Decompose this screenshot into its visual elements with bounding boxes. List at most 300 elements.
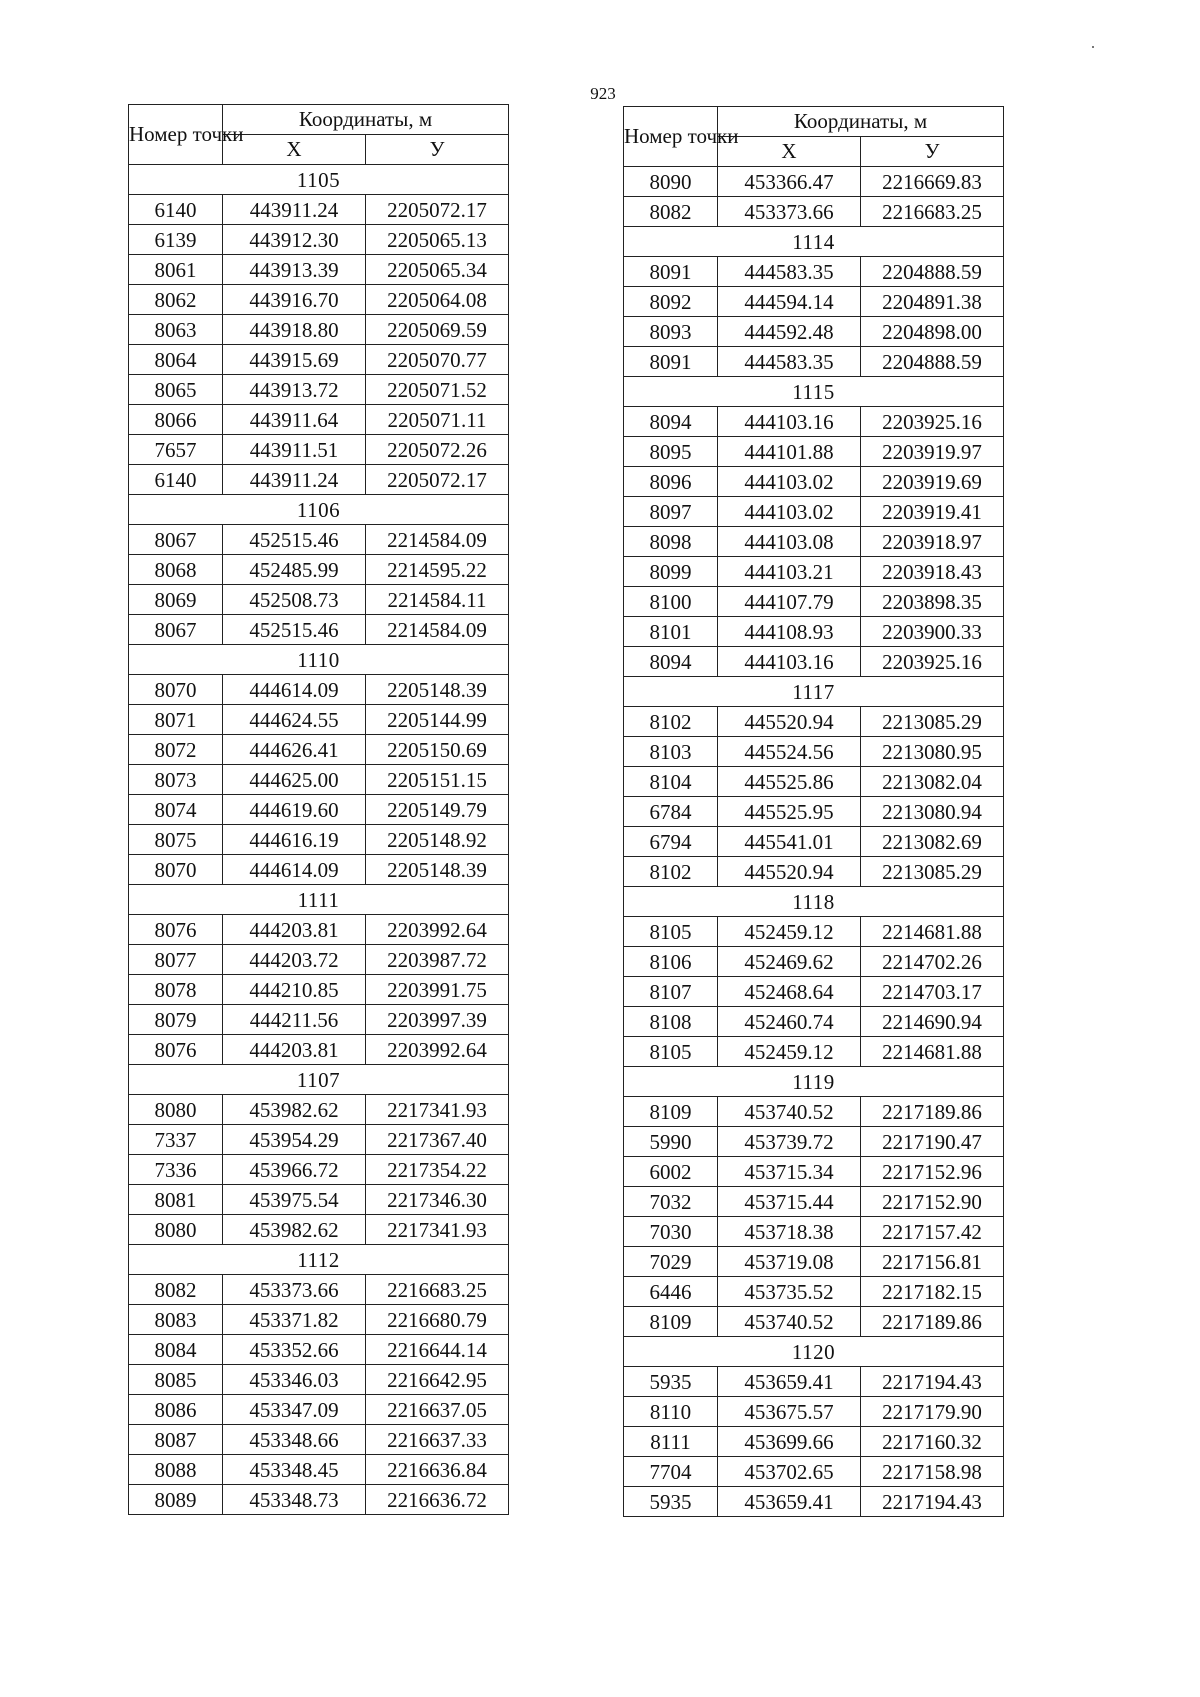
coordinates-header: Координаты, м xyxy=(223,105,509,135)
table-row xyxy=(624,167,1004,197)
section-number: 1110 xyxy=(129,645,509,675)
x-coordinate-cell: 453347.09 xyxy=(223,1395,366,1425)
x-coordinate-cell: 443916.70 xyxy=(223,285,366,315)
point-number-cell: 8109 xyxy=(624,1097,718,1127)
x-coordinate-cell: 453348.66 xyxy=(223,1425,366,1455)
x-coordinate-cell: 453954.29 xyxy=(223,1125,366,1155)
y-coordinate-cell: 2217190.47 xyxy=(861,1127,1004,1157)
section-row xyxy=(624,227,1004,257)
table-row xyxy=(624,407,1004,437)
y-coordinate-cell: 2203992.64 xyxy=(366,915,509,945)
section-number: 1106 xyxy=(129,495,509,525)
coordinates-table-left xyxy=(128,104,509,1515)
y-coordinate-cell: 2216644.14 xyxy=(366,1335,509,1365)
point-number-cell: 8081 xyxy=(129,1185,223,1215)
point-number-cell: 7029 xyxy=(624,1247,718,1277)
x-coordinate-cell: 444101.88 xyxy=(718,437,861,467)
y-column-header: У xyxy=(366,135,509,165)
section-number: 1111 xyxy=(129,885,509,915)
point-number-cell: 7657 xyxy=(129,435,223,465)
table-row xyxy=(624,1397,1004,1427)
point-number-cell: 6139 xyxy=(129,225,223,255)
y-coordinate-cell: 2213085.29 xyxy=(861,707,1004,737)
y-coordinate-cell: 2216636.84 xyxy=(366,1455,509,1485)
x-coordinate-cell: 445520.94 xyxy=(718,707,861,737)
y-coordinate-cell: 2205069.59 xyxy=(366,315,509,345)
point-number-cell: 8102 xyxy=(624,707,718,737)
y-column-header: У xyxy=(861,137,1004,167)
x-coordinate-cell: 444103.08 xyxy=(718,527,861,557)
x-coordinate-cell: 453715.34 xyxy=(718,1157,861,1187)
table-row xyxy=(129,1335,509,1365)
x-coordinate-cell: 453982.62 xyxy=(223,1095,366,1125)
point-number-cell: 8093 xyxy=(624,317,718,347)
x-column-header: X xyxy=(223,135,366,165)
y-coordinate-cell: 2205071.11 xyxy=(366,405,509,435)
table-row xyxy=(129,195,509,225)
x-coordinate-cell: 444614.09 xyxy=(223,675,366,705)
x-coordinate-cell: 444203.72 xyxy=(223,945,366,975)
point-number-cell: 8082 xyxy=(129,1275,223,1305)
x-coordinate-cell: 452459.12 xyxy=(718,917,861,947)
y-coordinate-cell: 2216683.25 xyxy=(366,1275,509,1305)
table-row xyxy=(129,945,509,975)
point-number-cell: 8080 xyxy=(129,1215,223,1245)
x-coordinate-cell: 443911.24 xyxy=(223,465,366,495)
table-row xyxy=(624,647,1004,677)
point-number-cell: 8091 xyxy=(624,347,718,377)
y-coordinate-cell: 2217152.90 xyxy=(861,1187,1004,1217)
table-row xyxy=(624,1427,1004,1457)
table-row xyxy=(624,1457,1004,1487)
table-row xyxy=(129,435,509,465)
x-coordinate-cell: 444626.41 xyxy=(223,735,366,765)
section-row xyxy=(624,1067,1004,1097)
x-coordinate-cell: 443915.69 xyxy=(223,345,366,375)
x-coordinate-cell: 453346.03 xyxy=(223,1365,366,1395)
x-coordinate-cell: 453739.72 xyxy=(718,1127,861,1157)
scan-speck xyxy=(1092,46,1094,48)
table-row xyxy=(129,1305,509,1335)
point-number-cell: 7337 xyxy=(129,1125,223,1155)
point-number-cell: 6784 xyxy=(624,797,718,827)
table-body xyxy=(129,165,509,1515)
point-number-cell: 8094 xyxy=(624,647,718,677)
y-coordinate-cell: 2205150.69 xyxy=(366,735,509,765)
y-coordinate-cell: 2205151.15 xyxy=(366,765,509,795)
table-row xyxy=(624,1277,1004,1307)
x-coordinate-cell: 453740.52 xyxy=(718,1097,861,1127)
table-row xyxy=(129,855,509,885)
point-number-cell: 8092 xyxy=(624,287,718,317)
point-number-cell: 8068 xyxy=(129,555,223,585)
point-number-cell: 7336 xyxy=(129,1155,223,1185)
table-row xyxy=(129,1155,509,1185)
x-coordinate-cell: 453373.66 xyxy=(223,1275,366,1305)
y-coordinate-cell: 2216680.79 xyxy=(366,1305,509,1335)
table-row xyxy=(624,1157,1004,1187)
point-number-cell: 8071 xyxy=(129,705,223,735)
y-coordinate-cell: 2217152.96 xyxy=(861,1157,1004,1187)
y-coordinate-cell: 2214703.17 xyxy=(861,977,1004,1007)
y-coordinate-cell: 2203900.33 xyxy=(861,617,1004,647)
x-coordinate-cell: 444103.16 xyxy=(718,407,861,437)
y-coordinate-cell: 2205148.39 xyxy=(366,855,509,885)
y-coordinate-cell: 2217354.22 xyxy=(366,1155,509,1185)
table-row xyxy=(129,375,509,405)
y-coordinate-cell: 2205144.99 xyxy=(366,705,509,735)
table-row xyxy=(129,915,509,945)
x-coordinate-cell: 444594.14 xyxy=(718,287,861,317)
point-number-cell: 8106 xyxy=(624,947,718,977)
section-row xyxy=(129,495,509,525)
x-coordinate-cell: 445541.01 xyxy=(718,827,861,857)
table-row xyxy=(624,977,1004,1007)
x-coordinate-cell: 445524.56 xyxy=(718,737,861,767)
point-number-cell: 6140 xyxy=(129,195,223,225)
x-coordinate-cell: 444103.16 xyxy=(718,647,861,677)
y-coordinate-cell: 2217156.81 xyxy=(861,1247,1004,1277)
y-coordinate-cell: 2213082.04 xyxy=(861,767,1004,797)
table-row xyxy=(624,1037,1004,1067)
x-coordinate-cell: 444616.19 xyxy=(223,825,366,855)
table-row xyxy=(129,225,509,255)
table-row xyxy=(624,287,1004,317)
section-row xyxy=(624,677,1004,707)
x-coordinate-cell: 444624.55 xyxy=(223,705,366,735)
table-row xyxy=(624,797,1004,827)
y-coordinate-cell: 2217194.43 xyxy=(861,1367,1004,1397)
point-number-cell: 8062 xyxy=(129,285,223,315)
x-coordinate-cell: 452469.62 xyxy=(718,947,861,977)
y-coordinate-cell: 2213082.69 xyxy=(861,827,1004,857)
point-number-cell: 5990 xyxy=(624,1127,718,1157)
table-row xyxy=(129,255,509,285)
table-row xyxy=(129,1455,509,1485)
y-coordinate-cell: 2204888.59 xyxy=(861,347,1004,377)
x-coordinate-cell: 443913.72 xyxy=(223,375,366,405)
y-coordinate-cell: 2203919.97 xyxy=(861,437,1004,467)
point-number-cell: 8063 xyxy=(129,315,223,345)
point-number-cell: 8066 xyxy=(129,405,223,435)
point-number-cell: 8095 xyxy=(624,437,718,467)
point-number-cell: 5935 xyxy=(624,1367,718,1397)
y-coordinate-cell: 2204888.59 xyxy=(861,257,1004,287)
x-coordinate-cell: 444625.00 xyxy=(223,765,366,795)
page-number: 923 xyxy=(590,84,616,103)
table-row xyxy=(624,617,1004,647)
table-row xyxy=(624,1487,1004,1517)
y-coordinate-cell: 2214702.26 xyxy=(861,947,1004,977)
section-row xyxy=(624,1337,1004,1367)
y-coordinate-cell: 2216637.05 xyxy=(366,1395,509,1425)
table-row xyxy=(624,857,1004,887)
y-coordinate-cell: 2204891.38 xyxy=(861,287,1004,317)
x-coordinate-cell: 444614.09 xyxy=(223,855,366,885)
x-coordinate-cell: 452515.46 xyxy=(223,615,366,645)
table-row xyxy=(624,467,1004,497)
x-coordinate-cell: 453352.66 xyxy=(223,1335,366,1365)
x-coordinate-cell: 444583.35 xyxy=(718,257,861,287)
point-number-cell: 8105 xyxy=(624,1037,718,1067)
point-number-cell: 8067 xyxy=(129,615,223,645)
y-coordinate-cell: 2203918.97 xyxy=(861,527,1004,557)
point-number-cell: 8076 xyxy=(129,915,223,945)
table-row xyxy=(624,1367,1004,1397)
y-coordinate-cell: 2205065.13 xyxy=(366,225,509,255)
y-coordinate-cell: 2217194.43 xyxy=(861,1487,1004,1517)
point-number-header: Номер точки xyxy=(624,107,718,167)
x-coordinate-cell: 445520.94 xyxy=(718,857,861,887)
y-coordinate-cell: 2214584.09 xyxy=(366,615,509,645)
point-number-cell: 8065 xyxy=(129,375,223,405)
point-number-cell: 8079 xyxy=(129,1005,223,1035)
y-coordinate-cell: 2203997.39 xyxy=(366,1005,509,1035)
section-number: 1107 xyxy=(129,1065,509,1095)
section-number: 1105 xyxy=(129,165,509,195)
table-row xyxy=(129,825,509,855)
point-number-cell: 8098 xyxy=(624,527,718,557)
y-coordinate-cell: 2217157.42 xyxy=(861,1217,1004,1247)
table-row xyxy=(624,1187,1004,1217)
point-number-cell: 8084 xyxy=(129,1335,223,1365)
point-number-cell: 8096 xyxy=(624,467,718,497)
x-coordinate-cell: 453348.45 xyxy=(223,1455,366,1485)
y-coordinate-cell: 2214690.94 xyxy=(861,1007,1004,1037)
y-coordinate-cell: 2216636.72 xyxy=(366,1485,509,1515)
table-row xyxy=(129,1185,509,1215)
x-coordinate-cell: 443911.64 xyxy=(223,405,366,435)
y-coordinate-cell: 2203991.75 xyxy=(366,975,509,1005)
x-coordinate-cell: 453718.38 xyxy=(718,1217,861,1247)
table-row xyxy=(624,527,1004,557)
point-number-cell: 6794 xyxy=(624,827,718,857)
x-coordinate-cell: 444203.81 xyxy=(223,915,366,945)
table-row xyxy=(624,707,1004,737)
point-number-cell: 8073 xyxy=(129,765,223,795)
x-coordinate-cell: 453702.65 xyxy=(718,1457,861,1487)
y-coordinate-cell: 2217158.98 xyxy=(861,1457,1004,1487)
point-number-cell: 8076 xyxy=(129,1035,223,1065)
point-number-cell: 6002 xyxy=(624,1157,718,1187)
section-number: 1112 xyxy=(129,1245,509,1275)
section-number: 1114 xyxy=(624,227,1004,257)
x-coordinate-cell: 445525.95 xyxy=(718,797,861,827)
section-row xyxy=(129,1245,509,1275)
point-number-cell: 8085 xyxy=(129,1365,223,1395)
point-number-cell: 6140 xyxy=(129,465,223,495)
y-coordinate-cell: 2205071.52 xyxy=(366,375,509,405)
coordinates-header: Координаты, м xyxy=(718,107,1004,137)
x-coordinate-cell: 443911.24 xyxy=(223,195,366,225)
table-row xyxy=(129,465,509,495)
point-number-cell: 6446 xyxy=(624,1277,718,1307)
point-number-cell: 8064 xyxy=(129,345,223,375)
x-coordinate-cell: 452485.99 xyxy=(223,555,366,585)
x-coordinate-cell: 444103.02 xyxy=(718,467,861,497)
y-coordinate-cell: 2203925.16 xyxy=(861,407,1004,437)
point-number-cell: 8077 xyxy=(129,945,223,975)
point-number-cell: 8078 xyxy=(129,975,223,1005)
point-number-cell: 8070 xyxy=(129,855,223,885)
table-row xyxy=(624,1097,1004,1127)
point-number-cell: 7030 xyxy=(624,1217,718,1247)
x-coordinate-cell: 453659.41 xyxy=(718,1487,861,1517)
x-coordinate-cell: 444203.81 xyxy=(223,1035,366,1065)
x-coordinate-cell: 444103.02 xyxy=(718,497,861,527)
section-row xyxy=(624,377,1004,407)
table-row xyxy=(624,767,1004,797)
y-coordinate-cell: 2214584.09 xyxy=(366,525,509,555)
table-row xyxy=(624,587,1004,617)
x-coordinate-cell: 444103.21 xyxy=(718,557,861,587)
table-row xyxy=(129,1005,509,1035)
y-coordinate-cell: 2205070.77 xyxy=(366,345,509,375)
y-coordinate-cell: 2217341.93 xyxy=(366,1215,509,1245)
point-number-cell: 8083 xyxy=(129,1305,223,1335)
y-coordinate-cell: 2217179.90 xyxy=(861,1397,1004,1427)
x-coordinate-cell: 444107.79 xyxy=(718,587,861,617)
section-row xyxy=(129,645,509,675)
point-number-cell: 8100 xyxy=(624,587,718,617)
section-row xyxy=(129,1065,509,1095)
y-coordinate-cell: 2213080.94 xyxy=(861,797,1004,827)
section-row xyxy=(624,887,1004,917)
point-number-cell: 8088 xyxy=(129,1455,223,1485)
table-row xyxy=(129,1395,509,1425)
y-coordinate-cell: 2214681.88 xyxy=(861,1037,1004,1067)
y-coordinate-cell: 2216683.25 xyxy=(861,197,1004,227)
x-column-header: X xyxy=(718,137,861,167)
x-coordinate-cell: 453966.72 xyxy=(223,1155,366,1185)
section-number: 1119 xyxy=(624,1067,1004,1097)
y-coordinate-cell: 2216669.83 xyxy=(861,167,1004,197)
x-coordinate-cell: 453373.66 xyxy=(718,197,861,227)
coordinates-table-right xyxy=(623,106,1004,1517)
point-number-cell: 8067 xyxy=(129,525,223,555)
x-coordinate-cell: 453348.73 xyxy=(223,1485,366,1515)
table-row xyxy=(624,737,1004,767)
y-coordinate-cell: 2216637.33 xyxy=(366,1425,509,1455)
y-coordinate-cell: 2205072.26 xyxy=(366,435,509,465)
x-coordinate-cell: 452515.46 xyxy=(223,525,366,555)
point-number-cell: 8111 xyxy=(624,1427,718,1457)
point-number-cell: 8107 xyxy=(624,977,718,1007)
section-number: 1118 xyxy=(624,887,1004,917)
point-number-cell: 8108 xyxy=(624,1007,718,1037)
table-row xyxy=(129,1365,509,1395)
x-coordinate-cell: 443912.30 xyxy=(223,225,366,255)
table-row xyxy=(129,795,509,825)
section-number: 1117 xyxy=(624,677,1004,707)
table-row xyxy=(129,1095,509,1125)
y-coordinate-cell: 2205148.92 xyxy=(366,825,509,855)
point-number-cell: 5935 xyxy=(624,1487,718,1517)
y-coordinate-cell: 2203919.69 xyxy=(861,467,1004,497)
point-number-cell: 8102 xyxy=(624,857,718,887)
x-coordinate-cell: 453659.41 xyxy=(718,1367,861,1397)
y-coordinate-cell: 2204898.00 xyxy=(861,317,1004,347)
x-coordinate-cell: 452508.73 xyxy=(223,585,366,615)
point-number-cell: 8072 xyxy=(129,735,223,765)
y-coordinate-cell: 2205064.08 xyxy=(366,285,509,315)
table-row xyxy=(624,437,1004,467)
table-row xyxy=(129,1425,509,1455)
table-row xyxy=(624,557,1004,587)
section-number: 1120 xyxy=(624,1337,1004,1367)
y-coordinate-cell: 2205148.39 xyxy=(366,675,509,705)
table-row xyxy=(129,1215,509,1245)
x-coordinate-cell: 444619.60 xyxy=(223,795,366,825)
x-coordinate-cell: 445525.86 xyxy=(718,767,861,797)
table-row xyxy=(129,585,509,615)
x-coordinate-cell: 453975.54 xyxy=(223,1185,366,1215)
x-coordinate-cell: 453699.66 xyxy=(718,1427,861,1457)
table-row xyxy=(129,1275,509,1305)
table-row xyxy=(624,257,1004,287)
table-row xyxy=(624,347,1004,377)
y-coordinate-cell: 2203992.64 xyxy=(366,1035,509,1065)
y-coordinate-cell: 2217346.30 xyxy=(366,1185,509,1215)
y-coordinate-cell: 2217189.86 xyxy=(861,1307,1004,1337)
table-row xyxy=(624,1007,1004,1037)
table-row xyxy=(624,917,1004,947)
point-number-cell: 8086 xyxy=(129,1395,223,1425)
table-row xyxy=(129,345,509,375)
y-coordinate-cell: 2214681.88 xyxy=(861,917,1004,947)
point-number-cell: 8061 xyxy=(129,255,223,285)
section-row xyxy=(129,885,509,915)
section-number: 1115 xyxy=(624,377,1004,407)
table-row xyxy=(624,317,1004,347)
x-coordinate-cell: 453735.52 xyxy=(718,1277,861,1307)
y-coordinate-cell: 2214595.22 xyxy=(366,555,509,585)
x-coordinate-cell: 444210.85 xyxy=(223,975,366,1005)
table-row xyxy=(129,675,509,705)
point-number-cell: 8094 xyxy=(624,407,718,437)
point-number-cell: 8075 xyxy=(129,825,223,855)
x-coordinate-cell: 444108.93 xyxy=(718,617,861,647)
x-coordinate-cell: 453675.57 xyxy=(718,1397,861,1427)
point-number-cell: 8089 xyxy=(129,1485,223,1515)
table-row xyxy=(624,1307,1004,1337)
x-coordinate-cell: 453371.82 xyxy=(223,1305,366,1335)
point-number-cell: 8090 xyxy=(624,167,718,197)
table-row xyxy=(129,525,509,555)
y-coordinate-cell: 2213085.29 xyxy=(861,857,1004,887)
table-row xyxy=(129,1485,509,1515)
table-body xyxy=(624,167,1004,1517)
y-coordinate-cell: 2203925.16 xyxy=(861,647,1004,677)
y-coordinate-cell: 2213080.95 xyxy=(861,737,1004,767)
y-coordinate-cell: 2203918.43 xyxy=(861,557,1004,587)
point-number-cell: 8101 xyxy=(624,617,718,647)
y-coordinate-cell: 2214584.11 xyxy=(366,585,509,615)
table-row xyxy=(129,405,509,435)
x-coordinate-cell: 444583.35 xyxy=(718,347,861,377)
y-coordinate-cell: 2203898.35 xyxy=(861,587,1004,617)
point-number-cell: 8103 xyxy=(624,737,718,767)
point-number-header: Номер точки xyxy=(129,105,223,165)
y-coordinate-cell: 2205149.79 xyxy=(366,795,509,825)
point-number-cell: 8070 xyxy=(129,675,223,705)
x-coordinate-cell: 444592.48 xyxy=(718,317,861,347)
point-number-cell: 7032 xyxy=(624,1187,718,1217)
point-number-cell: 8110 xyxy=(624,1397,718,1427)
table-row xyxy=(129,555,509,585)
table-row xyxy=(624,197,1004,227)
point-number-cell: 8099 xyxy=(624,557,718,587)
